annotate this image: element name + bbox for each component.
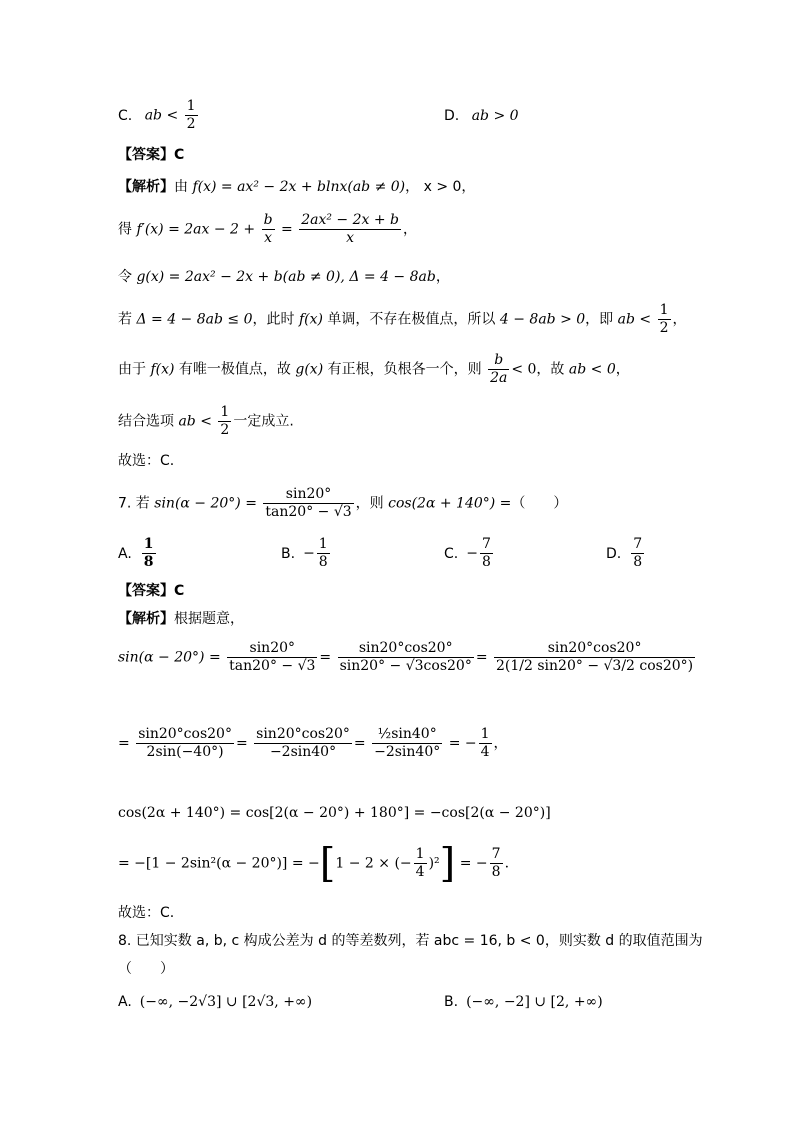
choose-line: 故选：C. (118, 453, 175, 469)
q7-step-4: = −[1 − 2sin²(α − 20°)] = −[1 − 2 × (− $\frac{1}{4}$ )²] = − $\frac{7}{8}$ . (118, 840, 510, 887)
q7-step-2: = $\frac{\sin 20^\circ\cos 20^\circ}{2\sin(-40^\circ)}$ = $\frac{\sin 20^\circ\cos 20^\circ}{-2\sin 40^\circ}$ = $\frac{\text{½sin40°}}{-2\sin 40^\circ}$ = − $\frac{1}{4}$ ， (118, 726, 508, 760)
q7-option-c: C. − $\frac{7}{8}$ (444, 536, 491, 570)
question-8-stem: 8. 已知实数 a, b, c 构成公差为 d 的等差数列，若 abc = 16, b < 0，则实数 d 的取值范围为 (118, 933, 703, 949)
option-label: C. (118, 107, 133, 124)
answer: 【答案】C (118, 147, 185, 163)
fraction: $\frac{1}{2}$ (186, 98, 196, 132)
analysis-line-4: 若 Δ = 4 − 8ab ≤ 0，此时 f(x) 单调，不存在极值点，所以 4 − 8ab > 0，即 ab < $\frac{1}{2}$ ， (118, 302, 687, 336)
q7-option-a: A. $\frac{1}{8}$ (118, 536, 154, 570)
analysis-line-5: 由于 f(x) 有唯一极值点，故 g(x) 有正根，负根各一个，则 $\frac{b}{2a}$ < 0，故 ab < 0， (118, 352, 630, 386)
q7-answer: 【答案】C (118, 583, 185, 599)
question-7-stem: 7. 若 sin(α − 20°) = $\frac{\sin 20^\circ}{\tan 20^\circ - √3}$ ，则 cos(2α + 140°) =（ ） (118, 486, 568, 520)
q7-step-3: cos(2α + 140°) = cos[2(α − 20°) + 180°] = −cos[2(α − 20°)] (118, 805, 551, 821)
analysis-line-1: 【解析】由 f(x) = ax² − 2x + blnx(ab ≠ 0)， x > 0， (118, 179, 476, 195)
analysis-line-2: 得 f′(x) = 2ax − 2 + $\frac{b}{x}$ = $\frac{\text{2ax² − 2x + b}}{x}$ ， (118, 212, 417, 246)
option-label: D. (444, 108, 460, 124)
option-expr: ab < (144, 107, 179, 124)
question-8-paren: （ ） (118, 961, 174, 977)
option-c (118, 98, 200, 133)
q7-analysis-head: 【解析】根据题意， (118, 611, 244, 627)
option-d (444, 108, 519, 124)
q7-option-d: D. $\frac{7}{8}$ (606, 536, 643, 570)
q8-option-b: B. (−∞, −2] ∪ [2, +∞) (444, 994, 603, 1010)
q7-step-1: sin(α − 20°) = $\frac{\sin 20^\circ}{\tan 20^\circ - √3}$ = $\frac{\sin 20^\circ\cos 20^\circ}{\sin 20^\circ - √3\cos 20^\circ}$ = $\frac{\sin 20^\circ\cos 20^\circ}{2(1/2 \sin 20^\circ - √3/2 \cos 20^\circ)}$ (118, 640, 694, 674)
analysis-line-3: 令 g(x) = 2ax² − 2x + b(ab ≠ 0), Δ = 4 − 8ab， (118, 269, 450, 285)
q7-choose: 故选：C. (118, 905, 175, 921)
option-expr: ab > 0 (471, 108, 519, 124)
q8-option-a: A. (−∞, −2√3] ∪ [2√3, +∞) (118, 994, 313, 1010)
analysis-line-6: 结合选项 ab < $\frac{1}{2}$ 一定成立. (118, 404, 294, 438)
q7-option-b: B. − $\frac{1}{8}$ (281, 536, 328, 570)
